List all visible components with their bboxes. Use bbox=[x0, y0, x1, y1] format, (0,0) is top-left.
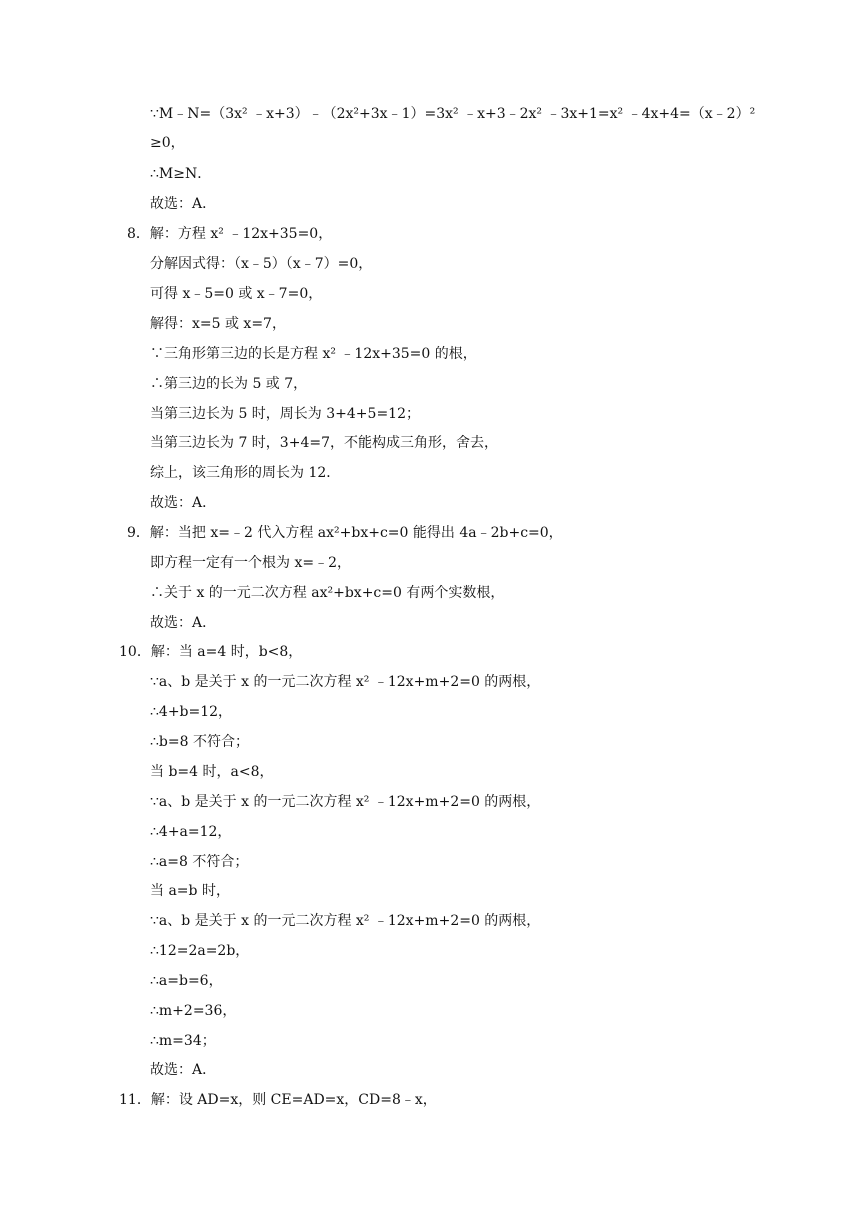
text-line: ∴m+2=36， bbox=[150, 1003, 237, 1019]
text-line: ∴12=2a=2b， bbox=[150, 943, 250, 959]
text-line: 综上，该三角形的周长为 12． bbox=[150, 465, 341, 481]
text-line: 故选：A． bbox=[150, 196, 217, 212]
text-line: 11．解：设 AD=x，则 CE=AD=x，CD=8﹣x， bbox=[119, 1092, 437, 1108]
text-line: 可得 x﹣5=0 或 x﹣7=0， bbox=[150, 286, 323, 302]
text-line: ≥0， bbox=[150, 135, 185, 151]
text-line: 故选：A． bbox=[150, 1062, 217, 1078]
text-line: ∵a、b 是关于 x 的一元二次方程 x² ﹣12x+m+2=0 的两根， bbox=[150, 674, 541, 690]
text-line: ∴4+a=12， bbox=[150, 824, 232, 840]
text-line: ∵a、b 是关于 x 的一元二次方程 x² ﹣12x+m+2=0 的两根， bbox=[150, 913, 541, 929]
text-line: ∴第三边的长为 5 或 7， bbox=[150, 376, 308, 392]
text-line: 当 b=4 时，a<8， bbox=[150, 764, 274, 780]
text-line: 即方程一定有一个根为 x=﹣2， bbox=[150, 555, 351, 571]
text-line: 当 a=b 时， bbox=[150, 883, 230, 899]
text-line: 当第三边长为 5 时，周长为 3+4+5=12； bbox=[150, 406, 420, 422]
text-line: 分解因式得：（x﹣5）（x﹣7）=0， bbox=[150, 256, 373, 272]
text-line: ∵三角形第三边的长是方程 x² ﹣12x+35=0 的根， bbox=[150, 346, 477, 362]
text-line: 当第三边长为 7 时，3+4=7，不能构成三角形，舍去， bbox=[150, 435, 498, 451]
text-line: ∴b=8 不符合； bbox=[150, 734, 249, 750]
text-line: ∴4+b=12， bbox=[150, 704, 233, 720]
text-line: ∵a、b 是关于 x 的一元二次方程 x² ﹣12x+m+2=0 的两根， bbox=[150, 794, 541, 810]
text-line: ∴关于 x 的一元二次方程 ax²+bx+c=0 有两个实数根， bbox=[150, 585, 505, 601]
text-line: 解得：x=5 或 x=7， bbox=[150, 316, 286, 332]
text-line: ∴a=8 不符合； bbox=[150, 854, 249, 870]
text-line: 故选：A． bbox=[150, 615, 217, 631]
text-line: ∴m=34； bbox=[150, 1033, 216, 1049]
text-line: ∴M≥N． bbox=[150, 166, 212, 182]
text-line: 10．解：当 a=4 时，b<8， bbox=[119, 644, 303, 660]
text-line: 8．解：方程 x² ﹣12x+35=0， bbox=[127, 226, 333, 242]
text-line: 故选：A． bbox=[150, 495, 217, 511]
text-line: ∴a=b=6， bbox=[150, 973, 223, 989]
text-line: 9．解：当把 x=﹣2 代入方程 ax²+bx+c=0 能得出 4a﹣2b+c=0， bbox=[127, 525, 563, 541]
text-line: ∵M﹣N=（3x² ﹣x+3）﹣（2x²+3x﹣1）=3x² ﹣x+3﹣2x² ﹣3x+1=x² ﹣4x+4=（x﹣2）² bbox=[150, 106, 756, 122]
